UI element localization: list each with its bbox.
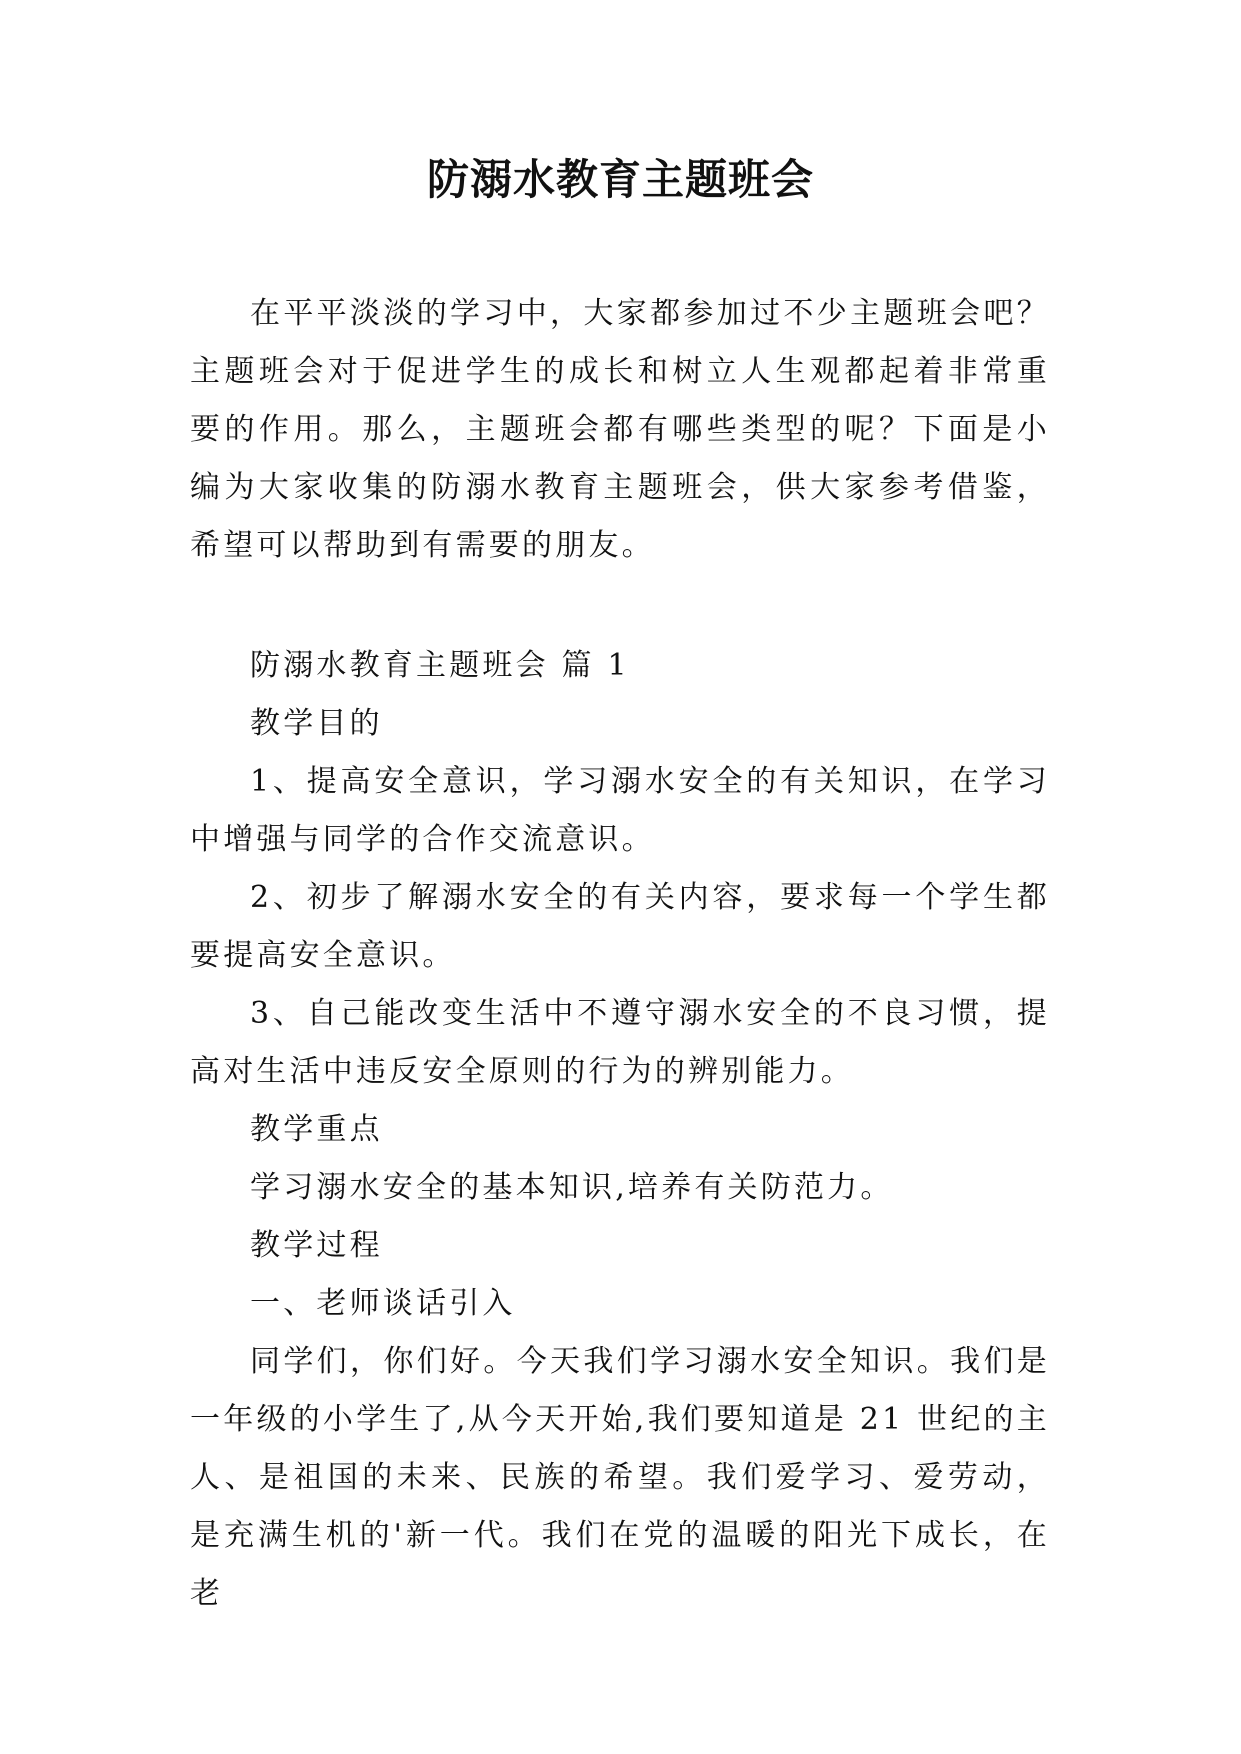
heading-teaching-process: 教学过程 [250, 1228, 383, 1263]
section-heading: 防溺水教育主题班会 篇 1 [250, 648, 630, 683]
document-title: 防溺水教育主题班会 [426, 155, 814, 204]
process-step-1-text: 同学们，你们好。今天我们学习溺水安全知识。我们是一年级的小学生了,从今天开始,我们要知道是 21 世纪的主人、是祖国的未来、民族的希望。我们爱学习、爱劳动，是充满生机的'新一代。我们在党的温暖的阳光下成长，在老 [190, 1344, 1050, 1611]
paragraph-spacer [190, 575, 1050, 637]
heading-teaching-focus: 教学重点 [250, 1112, 383, 1147]
objective-1: 1、提高安全意识，学习溺水安全的有关知识，在学习中增强与同学的合作交流意识。 [190, 764, 1050, 857]
intro-paragraph: 在平平淡淡的学习中，大家都参加过不少主题班会吧？主题班会对于促进学生的成长和树立人生观都起着非常重要的作用。那么，主题班会都有哪些类型的呢？下面是小编为大家收集的防溺水教育主题班会，供大家参考借鉴，希望可以帮助到有需要的朋友。 [190, 296, 1050, 563]
objective-3: 3、自己能改变生活中不遵守溺水安全的不良习惯，提高对生活中违反安全原则的行为的辨别能力。 [190, 996, 1050, 1089]
heading-teaching-objectives: 教学目的 [250, 706, 383, 741]
teaching-focus-text: 学习溺水安全的基本知识,培养有关防范力。 [250, 1170, 894, 1205]
objective-2: 2、初步了解溺水安全的有关内容，要求每一个学生都要提高安全意识。 [190, 880, 1050, 973]
document-body [190, 285, 1050, 1623]
process-step-1-heading: 一、老师谈话引入 [250, 1286, 516, 1321]
